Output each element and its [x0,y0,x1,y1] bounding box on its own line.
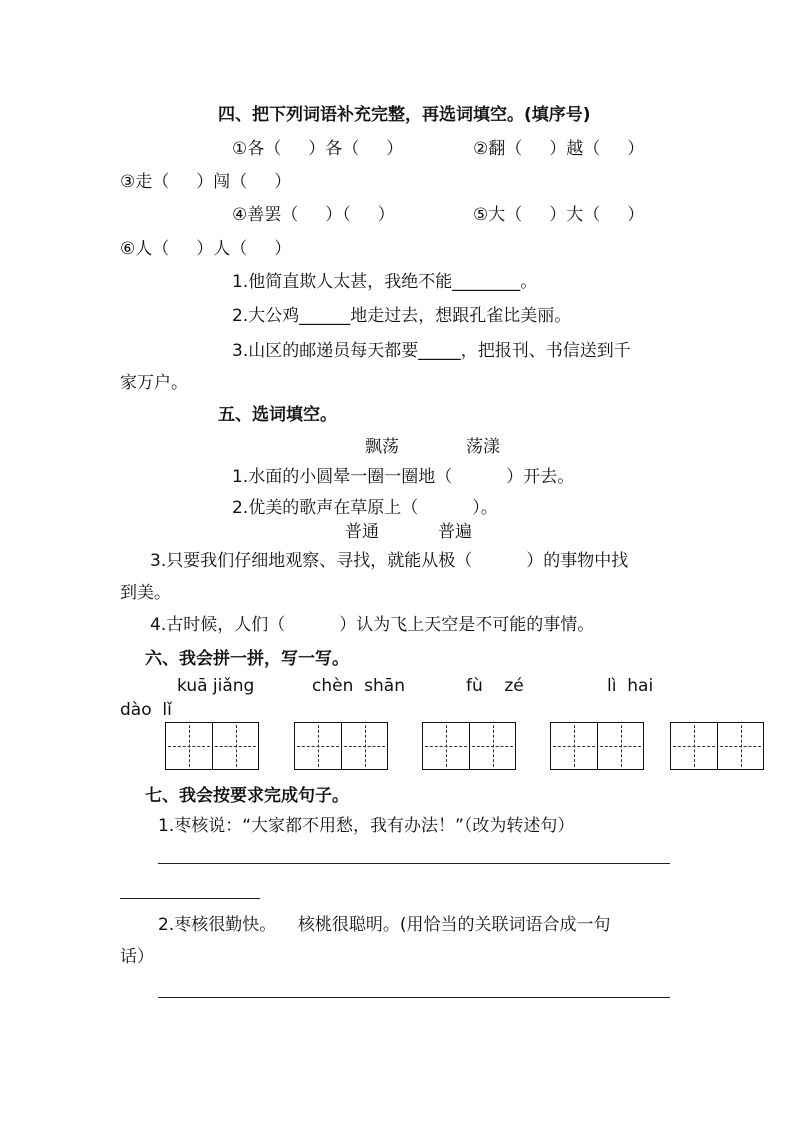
grid-cell[interactable] [597,723,643,769]
s5-question-3: 3.只要我们仔细地观察、寻找，就能从极（ ）的事物中找 [150,551,629,571]
s4-question-1: 1.他简直欺人太甚，我绝不能________。 [232,272,538,292]
word-choice-dangyang: 荡漾 [466,437,500,457]
s4-question-3: 3.山区的邮递员每天都要_____，把报刊、书信送到千 [232,341,631,361]
word-fill-4: ④善罢（ ）（ ） [232,205,395,225]
word-choice-putong: 普通 [345,522,379,542]
s4-question-2: 2.大公鸡______地走过去，想跟孔雀比美丽。 [232,306,572,326]
s5-question-3-cont: 到美。 [120,583,171,603]
section-5-heading: 五、选词填空。 [218,405,337,425]
grid-cell[interactable] [212,723,258,769]
pinyin-fuze: fù zé [466,676,524,696]
grid-cell[interactable] [166,723,212,769]
section-6-heading: 六、我会拼一拼，写一写。 [145,649,349,669]
writing-grid-4[interactable] [550,722,644,770]
word-choice-piaodang: 飘荡 [365,437,399,457]
s4-question-3-cont: 家万户。 [120,373,188,393]
grid-cell[interactable] [295,723,341,769]
writing-grid-3[interactable] [422,722,516,770]
pinyin-kuajiang: kuā jiǎng [177,676,255,696]
pinyin-lihai: lì hai [607,676,654,696]
grid-cell[interactable] [551,723,597,769]
s5-question-1: 1.水面的小圆晕一圈一圈地（ ）开去。 [232,467,575,487]
word-fill-3: ③走（ ）闯（ ） [120,172,292,192]
s5-question-4: 4.古时候，人们（ ）认为飞上天空是不可能的事情。 [150,615,595,635]
word-fill-6: ⑥人（ ）人（ ） [120,239,292,259]
s7-question-2-cont: 话） [120,947,154,967]
s5-question-2: 2.优美的歌声在草原上（ ）。 [232,498,498,518]
grid-cell[interactable] [341,723,387,769]
word-fill-2: ②翻（ ）越（ ） [473,139,645,159]
pinyin-chenshan: chèn shān [312,676,405,696]
writing-grid-1[interactable] [165,722,259,770]
s7-question-1: 1.枣核说：“大家都不用愁，我有办法！”（改为转述句） [158,816,575,836]
section-7-heading: 七、我会按要求完成句子。 [145,786,349,806]
section-4-heading: 四、把下列词语补充完整，再选词填空。(填序号) [218,105,591,125]
s7-question-2: 2.枣核很勤快。 核桃很聪明。(用恰当的关联词语合成一句 [158,915,611,935]
writing-grid-2[interactable] [294,722,388,770]
grid-cell[interactable] [671,723,717,769]
word-fill-5: ⑤大（ ）大（ ） [473,205,645,225]
answer-line-1-cont[interactable] [120,898,260,899]
answer-line-1[interactable] [158,863,670,864]
grid-cell[interactable] [469,723,515,769]
grid-cell[interactable] [717,723,763,769]
word-choice-pubian: 普遍 [438,522,472,542]
answer-line-2[interactable] [158,997,670,998]
grid-cell[interactable] [423,723,469,769]
writing-grid-5[interactable] [670,722,764,770]
word-fill-1: ①各（ ）各（ ） [232,139,404,159]
pinyin-daoli: dào lǐ [120,700,172,720]
